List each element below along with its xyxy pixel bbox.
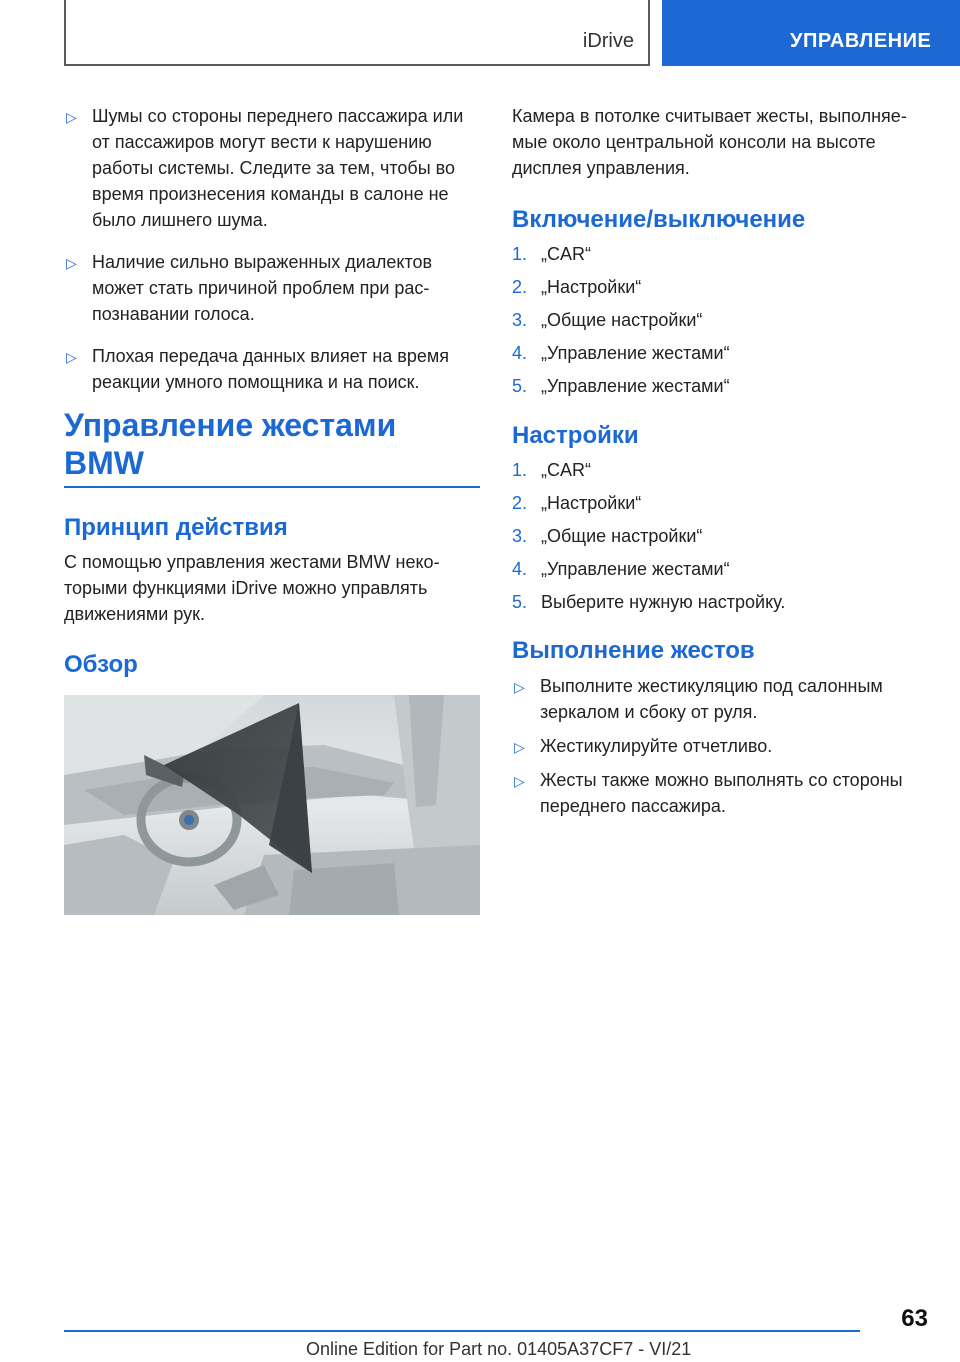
header-section-box — [64, 0, 650, 66]
principle-heading: Принцип действия — [64, 514, 288, 541]
onoff-heading: Включение/выключение — [512, 206, 806, 233]
triangle-bullet-icon: ▷ — [66, 349, 77, 365]
triangle-bullet-icon: ▷ — [514, 739, 525, 755]
list-item: 1. „CAR“ — [512, 460, 591, 480]
list-item: ▷ Шумы со стороны переднего пассажира или от пассажиров могут вести к нарушению работы системы. Следите за тем, чтобы во время произнесения команды в салоне не было лишнего шума. — [66, 106, 464, 230]
list-item: ▷ Наличие сильно выраженных диалектов может стать причиной проблем при распознавании голоса. — [66, 252, 433, 324]
list-item: 4. „Управление жестами“ — [512, 343, 730, 363]
triangle-bullet-icon: ▷ — [66, 255, 77, 271]
list-item: ▷ Выполните жестикуляцию под салонным зеркалом и сбоку от руля. — [514, 676, 883, 722]
triangle-bullet-icon: ▷ — [66, 109, 77, 125]
header-chapter-label: УПРАВЛЕНИЕ — [790, 30, 932, 52]
camera-intro-text: Камера в потолке считывает жесты, выполняемые около центральной консоли на высоте дисплея управления. — [512, 106, 907, 178]
list-item: 3. „Общие настройки“ — [512, 310, 703, 330]
list-item: ▷ Жестикулируйте отчетливо. — [512, 733, 932, 759]
overview-heading: Обзор — [64, 651, 138, 678]
section-heading: Управление жестами BMW — [64, 407, 397, 481]
list-item: 2. „Настройки“ — [512, 493, 642, 513]
header-chapter-tab — [662, 0, 960, 66]
triangle-bullet-icon: ▷ — [514, 679, 525, 695]
perform-heading: Выполнение жестов — [512, 637, 755, 664]
footer-edition: Online Edition for Part no. 01405A37CF7 - VI/21 — [306, 1339, 692, 1359]
triangle-bullet-icon: ▷ — [514, 773, 525, 789]
onoff-steps — [512, 242, 932, 407]
settings-steps — [512, 458, 932, 623]
header-section-label: iDrive — [582, 30, 634, 52]
footer-divider — [64, 1330, 860, 1332]
heading-divider — [64, 486, 480, 488]
list-item: 2. „Настройки“ — [512, 277, 642, 297]
list-item: 4. „Управление жестами“ — [512, 559, 730, 579]
car-interior-illustration — [64, 695, 480, 915]
settings-heading: Настройки — [512, 422, 639, 449]
perform-bullet-list — [512, 673, 932, 819]
page-number: 63 — [901, 1305, 928, 1332]
list-item: ▷ Жесты также можно выполнять со стороны переднего пассажира. — [514, 770, 903, 816]
list-item: 3. „Общие настройки“ — [512, 526, 703, 546]
list-item: 5. Выберите нужную настройку. — [512, 592, 786, 612]
list-item: 5. „Управление жестами“ — [512, 376, 730, 396]
list-item: 1. „CAR“ — [512, 244, 591, 264]
principle-text: С помощью управления жестами BMW некоторыми функциями iDrive можно управлять движениями рук. — [64, 552, 440, 624]
noise-bullet-list — [64, 103, 480, 395]
list-item: ▷ Плохая передача данных влияет на время реакции умного помощника и на поиск. — [66, 346, 450, 392]
